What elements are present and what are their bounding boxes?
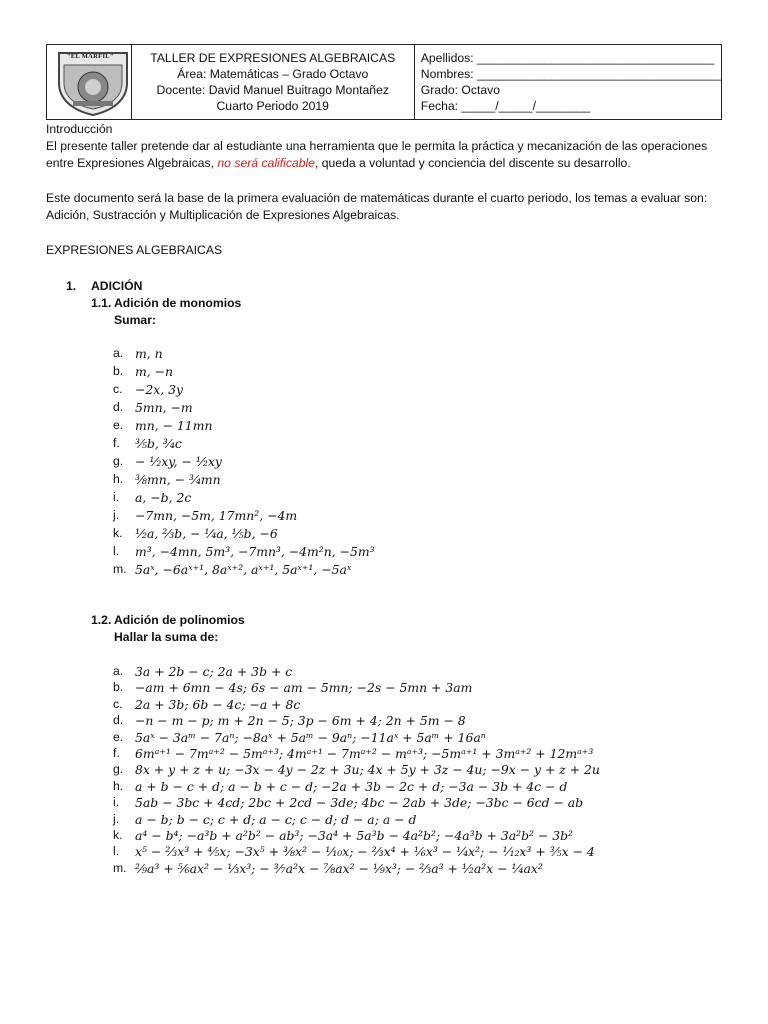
item-label: f. (113, 436, 120, 450)
grade-field: Grado: Octavo (420, 83, 501, 97)
item-label: l. (113, 544, 120, 558)
period-line: Cuarto Periodo 2019 (216, 99, 329, 113)
item-expression: 2a + 3b; 6b − 4c; −a + 8c (135, 696, 301, 712)
school-logo (47, 45, 132, 119)
item-label: b. (113, 680, 124, 695)
item-expression: a, −b, 2c (135, 490, 192, 505)
area-line: Área: Matemáticas – Grado Octavo (177, 67, 369, 81)
names-field[interactable]: Nombres: ____________________________________ (420, 67, 721, 81)
item-expression: 8x + y + z + u; −3x − 4y − 2z + 3u; 4x + 5y + 3z − 4u; −9x − y + z + 2u (135, 762, 600, 778)
item-expression: a + b − c + d; a − b + c − d; −2a + 3b − 2c + d; −3a − 3b + 4c − d (135, 778, 568, 794)
item-label: b. (113, 364, 124, 378)
item-expression: ²⁄₉a³ + ⁵⁄₆ax² − ¹⁄₃x³; − ³⁄₇a²x − ⁷⁄₈ax² − ¹⁄₉x³; − ²⁄₃a³ + ¹⁄₂a²x − ¹⁄₄ax² (135, 860, 543, 876)
item-expression: ³⁄₈mn, − ³⁄₄mn (135, 472, 221, 487)
item-label: c. (113, 382, 123, 396)
intro-title: Introducción (46, 122, 113, 136)
item-label: d. (113, 713, 124, 728)
item-expression: −7mn, −5m, 17mn², −4m (135, 508, 298, 523)
section-1-1-title: Adición de monomios (114, 296, 242, 310)
teacher-line: Docente: David Manuel Buitrago Montañez (156, 83, 389, 97)
section-1-2-number: 1.2. (91, 613, 112, 627)
item-expression: a − b; b − c; c + d; a − c; c − d; d − a; a − d (135, 811, 417, 827)
item-label: g. (113, 454, 124, 468)
item-label: j. (113, 508, 120, 522)
item-label: e. (113, 729, 124, 744)
item-expression: −n − m − p; m + 2n − 5; 3p − 6m + 4; 2n + 5m − 8 (135, 713, 466, 729)
logo-text: "EL MARFIL" (67, 53, 114, 60)
item-expression: 5ab − 3bc + 4cd; 2bc + 2cd − 3de; 4bc − 2ab + 3de; −3bc − 6cd − ab (135, 795, 584, 811)
item-expression: 5aˣ − 3aᵐ − 7aⁿ; −8aˣ + 5aᵐ − 9aⁿ; −11aˣ + 5aᵐ + 16aⁿ (135, 729, 486, 745)
intro-paragraph-2-line-1: Este documento será la base de la primera evaluación de matemáticas durante el cuarto periodo, los temas a evaluar son: (46, 191, 708, 205)
item-expression: 3a + 2b − c; 2a + 3b + c (135, 664, 293, 679)
section-1-title: ADICIÓN (91, 279, 143, 293)
section-1-2-title: Adición de polinomios (114, 613, 245, 627)
item-label: g. (113, 762, 124, 777)
item-label: i. (113, 490, 120, 504)
item-expression: 5aˣ, −6aˣ⁺¹, 8aˣ⁺², aˣ⁺¹, 5aˣ⁺¹, −5aˣ (135, 562, 352, 577)
intro-text-b: , queda a voluntad y conciencia del discente su desarrollo. (314, 156, 631, 170)
workshop-title: TALLER DE EXPRESIONES ALGEBRAICAS (150, 51, 396, 65)
item-expression: 6mᵃ⁺¹ − 7mᵃ⁺² − 5mᵃ⁺³; 4mᵃ⁺¹ − 7mᵃ⁺² − mᵃ⁺³; −5mᵃ⁺¹ + 3mᵃ⁺² + 12mᵃ⁺³ (135, 746, 594, 761)
item-expression: m, −n (135, 364, 173, 379)
item-expression: −2x, 3y (135, 382, 184, 397)
item-label: h. (113, 778, 124, 793)
item-expression: mn, − 11mn (135, 418, 213, 433)
item-label: j. (113, 811, 120, 826)
item-label: k. (113, 526, 123, 540)
header-table (46, 44, 722, 120)
item-label: c. (113, 696, 123, 711)
item-expression: − ¹⁄₂xy, − ¹⁄₂xy (135, 454, 222, 469)
intro-paragraph-1-line-1: El presente taller pretende dar al estudiante una herramienta que le permita la práctica y mecanización de las operaciones (46, 139, 708, 153)
item-expression: m, n (135, 346, 163, 361)
header-center (132, 45, 415, 119)
item-label: k. (113, 828, 123, 842)
date-field[interactable]: Fecha: _____/_____/________ (420, 99, 591, 113)
item-label: m. (113, 562, 127, 576)
item-expression: 5mn, −m (135, 400, 193, 415)
item-expression: m³, −4mn, 5m³, −7mn³, −4m²n, −5m³ (135, 544, 375, 559)
section-1-1-instruction: Sumar: (114, 313, 156, 327)
section-1-1-number: 1.1. (91, 296, 112, 310)
item-label: d. (113, 400, 124, 414)
item-label: e. (113, 418, 124, 432)
item-label: f. (113, 746, 120, 760)
intro-paragraph-2-line-2: Adición, Sustracción y Multiplicación de Expresiones Algebraicas. (46, 208, 400, 222)
section-1-2-instruction: Hallar la suma de: (114, 630, 219, 644)
item-label: a. (113, 346, 124, 360)
item-expression: ³⁄₅b, ³⁄₄c (135, 436, 182, 451)
item-expression: ¹⁄₂a, ²⁄₃b, − ¹⁄₄a, ¹⁄₅b, −6 (135, 526, 278, 541)
item-label: h. (113, 472, 124, 486)
section-title: EXPRESIONES ALGEBRAICAS (46, 243, 223, 257)
header-right (415, 45, 721, 119)
surname-field[interactable]: Apellidos: ___________________________________ (420, 51, 715, 65)
item-expression: x⁵ − ²⁄₃x³ + ⁴⁄₅x; −3x⁵ + ³⁄₈x² − ¹⁄₁₀x; − ²⁄₃x⁴ + ¹⁄₆x³ − ¹⁄₄x²; − ¹⁄₁₂x³ + ³⁄₅x − 4 (135, 844, 595, 860)
intro-paragraph-1-line-2 (46, 155, 631, 172)
item-label: a. (113, 664, 124, 678)
item-label: l. (113, 844, 120, 859)
intro-text-a: entre Expresiones Algebraicas, (46, 156, 218, 170)
item-expression: −am + 6mn − 4s; 6s − am − 5mn; −2s − 5mn + 3am (135, 680, 473, 696)
item-expression: a⁴ − b⁴; −a³b + a²b² − ab³; −3a⁴ + 5a³b − 4a²b²; −4a³b + 3a²b² − 3b² (135, 828, 574, 843)
not-graded-note: no será calificable (217, 156, 315, 170)
section-1-number: 1. (66, 279, 77, 293)
item-label: i. (113, 795, 120, 810)
item-label: m. (113, 860, 127, 875)
